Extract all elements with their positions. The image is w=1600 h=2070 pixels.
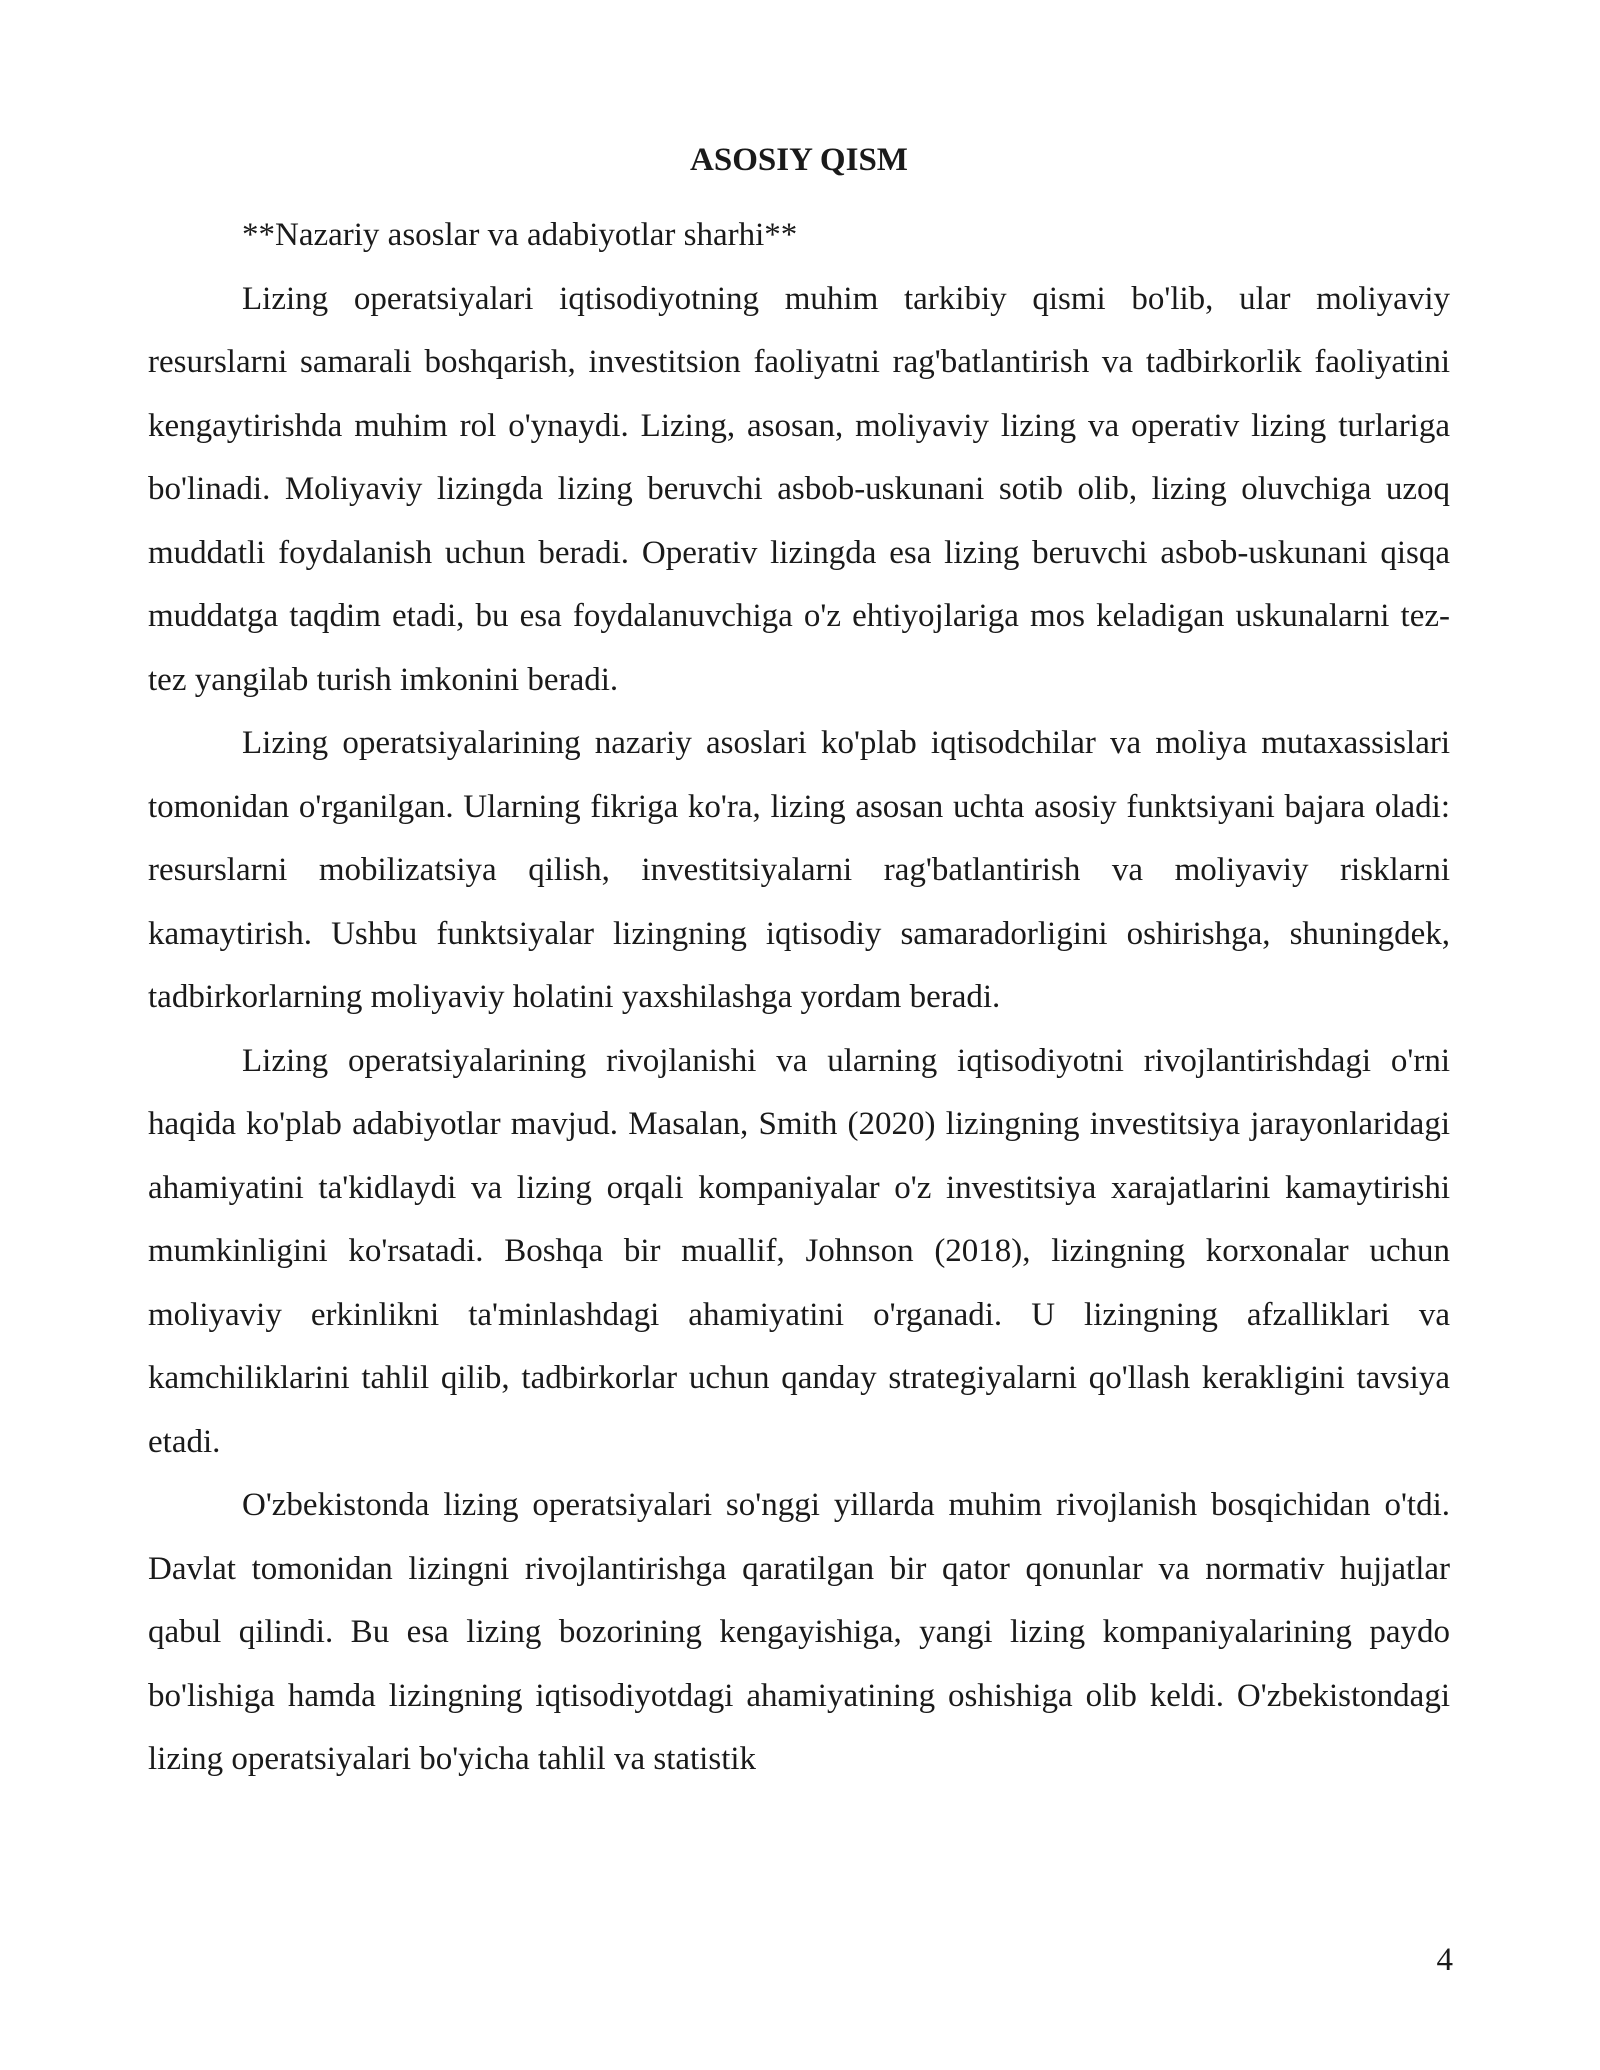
page-number: 4 [1436, 1942, 1453, 1978]
paragraph-theoretical-basis: Lizing operatsiyalarining nazariy asoslari ko'plab iqtisodchilar va moliya mutaxassislari tomonidan o'rganilgan. Ularning fikriga ko'ra, lizing asosan uchta asosiy funktsiyani bajara oladi: resurslarni mobilizatsiya qilish, investitsiyalarni rag'batlantirish va moliyaviy risklarni kamaytirish. Ushbu funktsiyalar lizingning iqtisodiy samaradorligini oshirishga, shuningdek, tadbirkorlarning moliyaviy holatini yaxshilashga yordam beradi. [148, 725, 1450, 1015]
subsection-heading: **Nazariy asoslar va adabiyotlar sharhi** [242, 217, 798, 253]
paragraph-literature-review: Lizing operatsiyalarining rivojlanishi va ularning iqtisodiyotni rivojlantirishdagi o'rni haqida ko'plab adabiyotlar mavjud. Masalan, Smith (2020) lizingning investitsiya jarayonlaridagi ahamiyatini ta'kidlaydi va lizing orqali kompaniyalar o'z investitsiya xarajatlarini kamaytirishi mumkinligini ko'rsatadi. Boshqa bir muallif, Johnson (2018), lizingning korxonalar uchun moliyaviy erkinlikni ta'minlashdagi ahamiyatini o'rganadi. U lizingning afzalliklari va kamchiliklarini tahlil qilib, tadbirkorlar uchun qanday strategiyalarni qo'llash kerakligini tavsiya etadi. [148, 1042, 1450, 1460]
paragraph-uzbekistan-leasing: O'zbekistonda lizing operatsiyalari so'nggi yillarda muhim rivojlanish bosqichidan o'tdi. Davlat tomonidan lizingni rivojlantirishga qaratilgan bir qator qonunlar va normativ hujjatlar qabul qilindi. Bu esa lizing bozorining kengayishiga, yangi lizing kompaniyalarining paydo bo'lishiga hamda lizingning iqtisodiyotdagi ahamiyatining oshishiga olib keldi. O'zbekistondagi lizing operatsiyalari bo'yicha tahlil va statistik [148, 1487, 1450, 1777]
document-page [148, 140, 1450, 1792]
section-heading: ASOSIY QISM [690, 142, 908, 178]
paragraph-leasing-types: Lizing operatsiyalari iqtisodiyotning muhim tarkibiy qismi bo'lib, ular moliyaviy resurslarni samarali boshqarish, investitsion faoliyatni rag'batlantirish va tadbirkorlik faoliyatini kengaytirishda muhim rol o'ynaydi. Lizing, asosan, moliyaviy lizing va operativ lizing turlariga bo'linadi. Moliyaviy lizingda lizing beruvchi asbob-uskunani sotib olib, lizing oluvchiga uzoq muddatli foydalanish uchun beradi. Operativ lizingda esa lizing beruvchi asbob-uskunani qisqa muddatga taqdim etadi, bu esa foydalanuvchiga o'z ehtiyojlariga mos keladigan uskunalarni tez-tez yangilab turish imkonini beradi. [148, 280, 1450, 698]
